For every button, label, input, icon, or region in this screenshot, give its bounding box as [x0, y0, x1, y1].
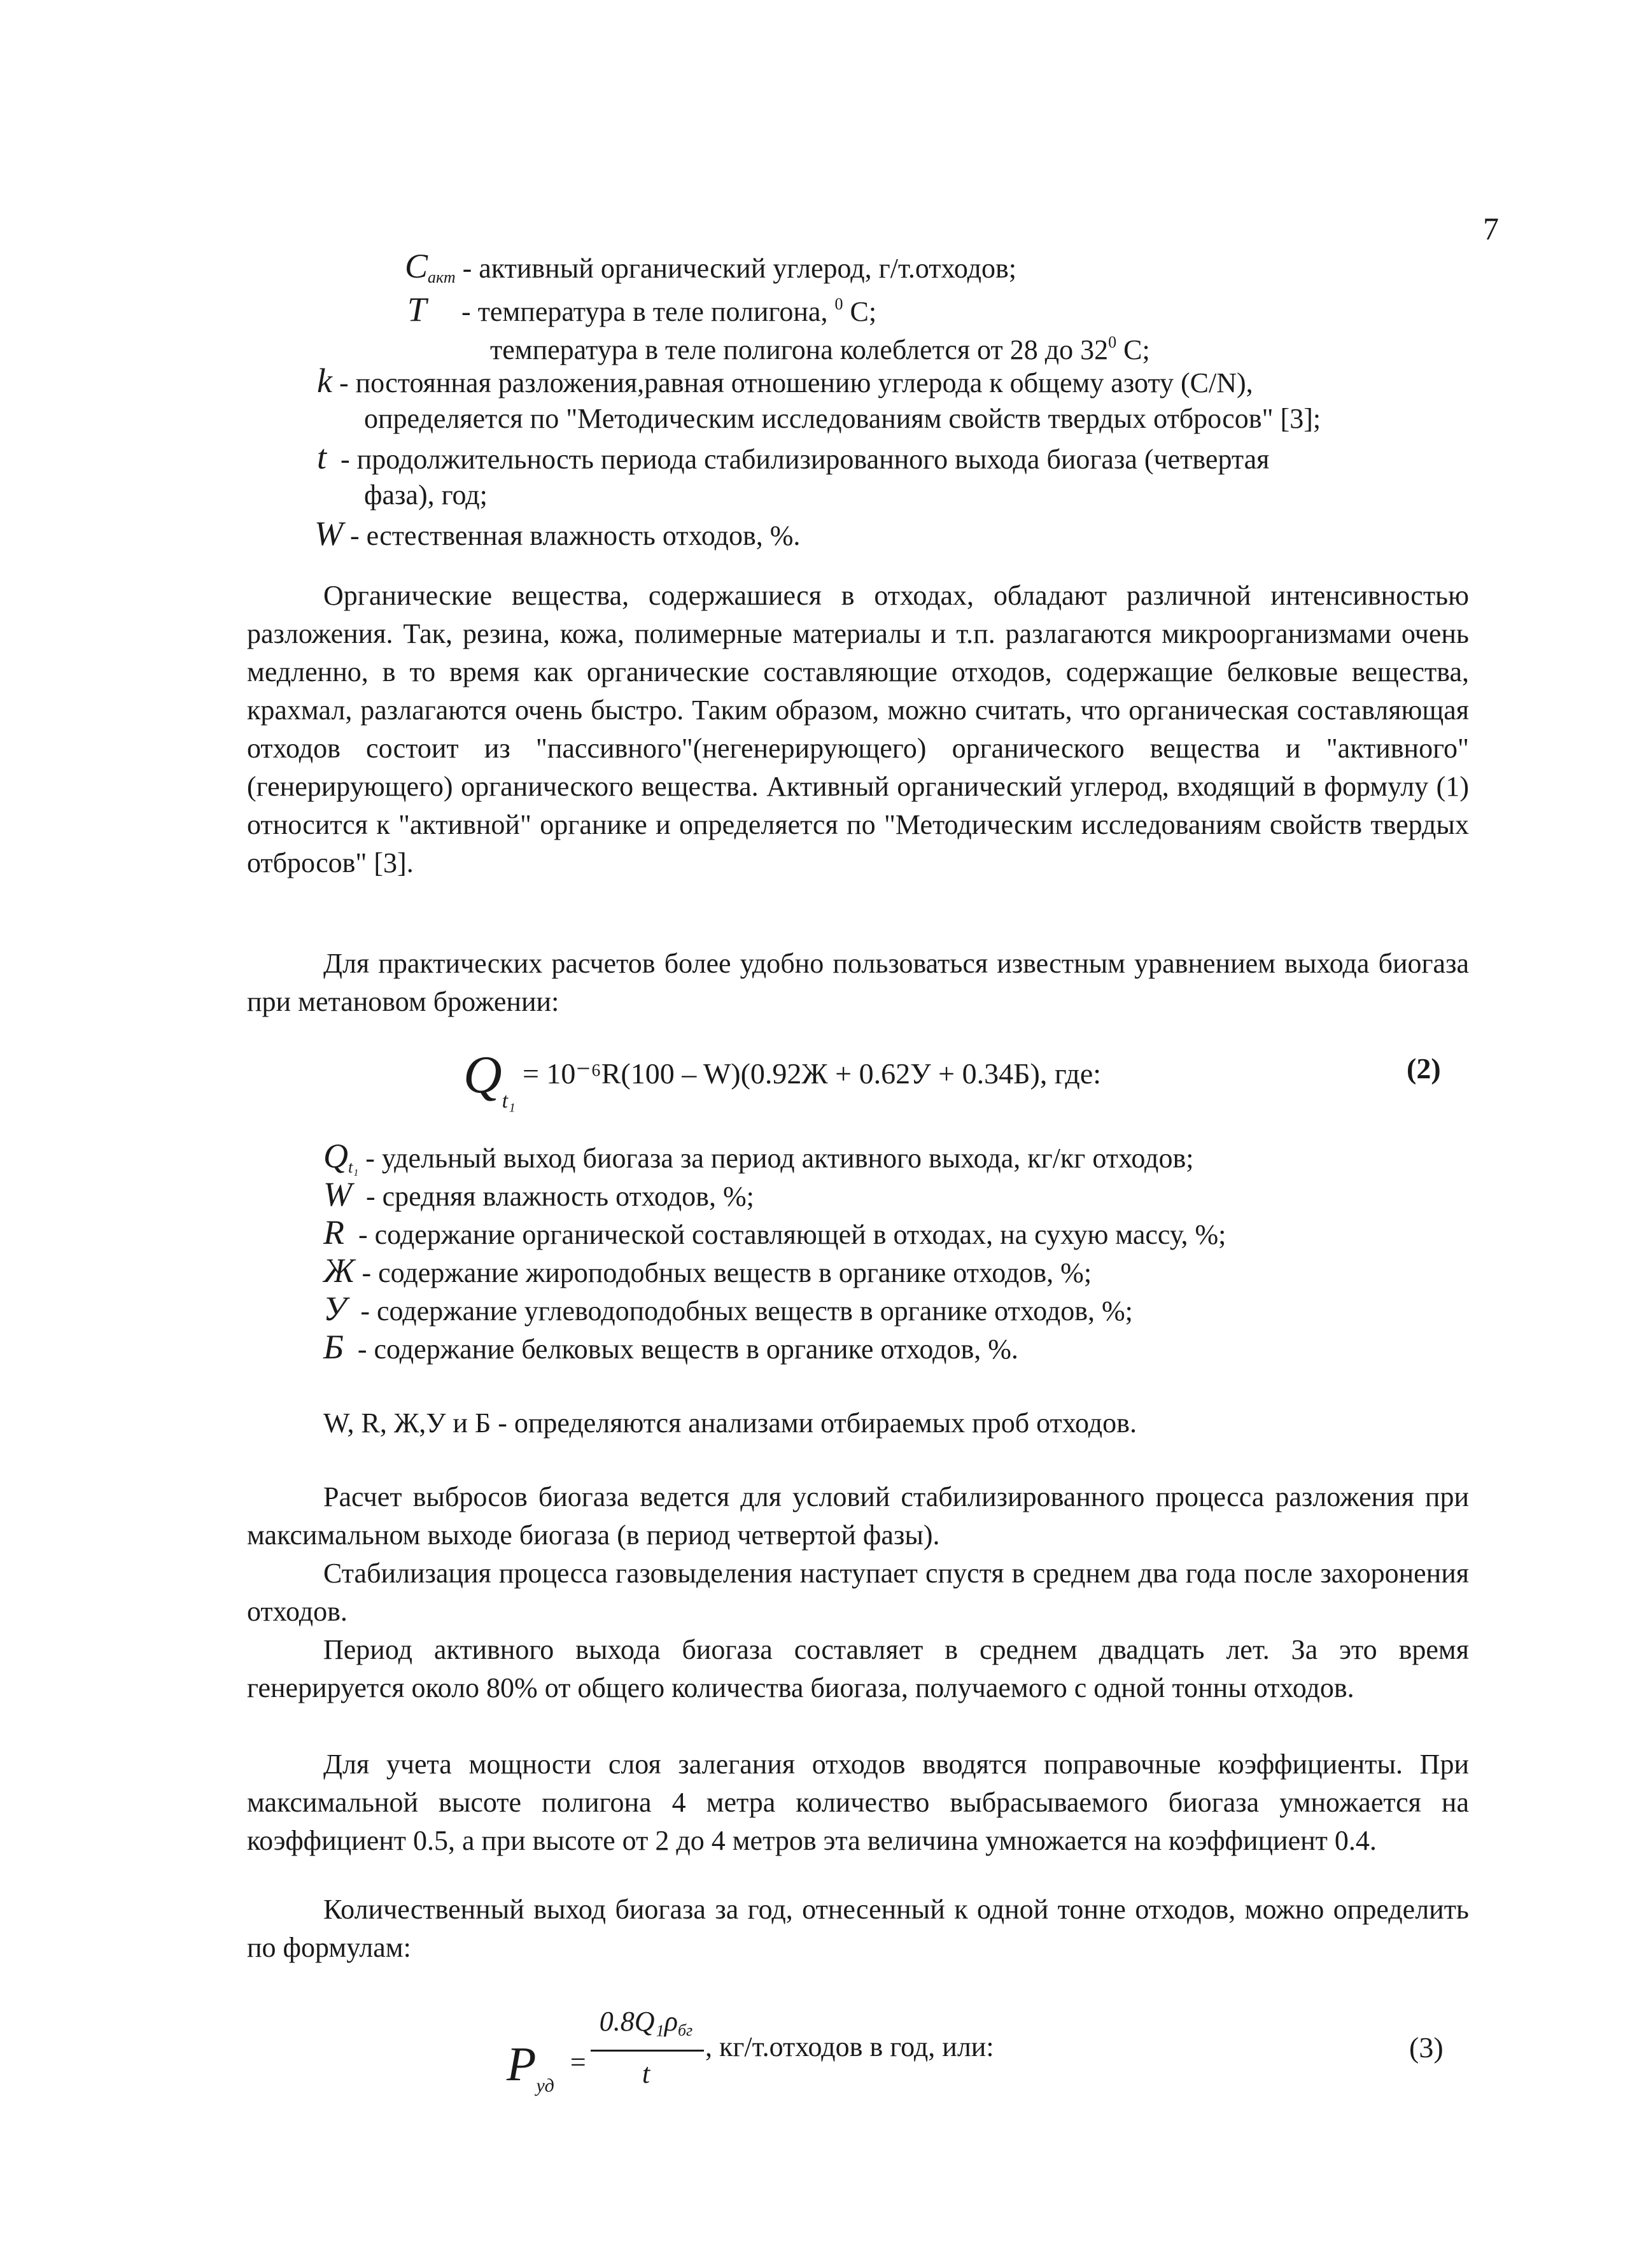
formula-3-tail: , кг/т.отходов в год, или: [705, 2031, 994, 2062]
definition-after: С; [843, 296, 877, 327]
def-w [314, 514, 800, 555]
definition-text: - содержание белковых веществ в органике отходов, %. [343, 1334, 1018, 1365]
fraction-line [591, 2050, 704, 2052]
def-k-cont [364, 400, 1321, 438]
definition-text: температура в теле полигона колеблется от 28 до 32 [490, 334, 1109, 365]
definition-text: фаза), год; [364, 479, 488, 511]
paragraph-organic: Органические вещества, содержашиеся в отходах, обладают различной интенсивностью разложения. Так, резина, кожа, полимерные материалы и т.п. разлагаются микроорганизмами очень медленно, в то время как органические составляющие отходов, содержащие белковые вещества, крахмал, разлагаются очень быстро. Таким образом, можно считать, что органическая составляющая отходов состоит из "пассивного"(негенерирующего) органического вещества и "активного"(генерирующего) органического вещества. Активный органический углерод, входящий в формулу (1) относится к "активной" органике и определяется по "Методическим исследованиям свойств твердых отбросов" [3]. [247, 580, 1469, 878]
formula-2 [463, 1044, 1101, 1113]
note-analysis: W, R, Ж,У и Б - определяются анализами отбираемых проб отходов. [323, 1407, 1137, 1439]
definition-text: - естественная влажность отходов, %. [342, 520, 801, 551]
symbol: Q [323, 1137, 348, 1175]
def2-w [323, 1175, 754, 1216]
symbol: У [323, 1290, 347, 1328]
symbol: t [317, 438, 327, 476]
definition-text: - удельный выход биогаза за период активного выхода, кг/кг отходов; [358, 1143, 1194, 1174]
paragraph-active-period: Период активного выхода биогаза составляет в среднем двадцать лет. За это время генерируется около 80% от общего количества биогаза, получаемого с одной тонны отходов. [247, 1634, 1469, 1703]
formula-lhs-sub: t₁ [502, 1089, 516, 1113]
definition-text: - продолжительность периода стабилизированного выхода биогаза (четвертая [327, 444, 1270, 475]
formula-equals: = [570, 2046, 586, 2078]
definition-text: - средняя влажность отходов, %; [351, 1181, 754, 1212]
subscript: акт [428, 268, 456, 286]
definition-text: - температура в теле полигона, [426, 296, 835, 327]
def2-r [323, 1213, 1226, 1254]
def-t-cont [364, 476, 488, 514]
paragraph-practical: Для практических расчетов более удобно пользоваться известным уравнением выхода биогаза при метановом брожении: [247, 948, 1469, 1017]
definition-text: - постоянная разложения,равная отношению углерода к общему азоту (C/N), [332, 367, 1253, 398]
numerator-text: 0.8Q₁ρ [599, 2006, 678, 2037]
page-number: 7 [1483, 211, 1499, 246]
def2-b [323, 1328, 1018, 1369]
paragraph-coefficients: Для учета мощности слоя залегания отходов вводятся поправочные коэффициенты. При максимальной высоте полигона 4 метра количество выбрасываемого биогаза умножается на коэффициент 0.5, а при высоте от 2 до 4 метров эта величина умножается на коэффициент 0.4. [247, 1749, 1469, 1856]
symbol: Б [323, 1328, 344, 1366]
def2-u [323, 1290, 1133, 1330]
formula-rhs: = 10⁻⁶R(100 – W)(0.92Ж + 0.62У + 0.34Б), где: [522, 1057, 1102, 1090]
equation-number-3: (3) [1409, 2031, 1444, 2064]
superscript: 0 [834, 295, 843, 313]
symbol: T [407, 290, 427, 328]
definition-text: - активный органический углерод, г/т.отходов; [455, 253, 1016, 284]
formula-3-denominator: t [642, 2058, 650, 2089]
symbol: k [317, 362, 332, 400]
def2-zh [323, 1251, 1092, 1292]
definition-text: - содержание органической составляющей в отходах, на сухую массу, %; [344, 1219, 1226, 1250]
subscript: t₁ [348, 1158, 359, 1176]
formula-lhs: Q [463, 1045, 502, 1104]
paragraph-stabilization: Стабилизация процесса газовыделения наступает спустя в среднем два года после захоронения отходов. [247, 1558, 1469, 1627]
formula-lhs-sub: уд [536, 2075, 554, 2096]
definition-text: - содержание углеводоподобных веществ в органике отходов, %; [346, 1295, 1133, 1327]
formula-3-lhs [507, 2037, 586, 2097]
def-k [317, 362, 1253, 402]
symbol: W [314, 514, 343, 553]
numerator-sub: бг [677, 2021, 693, 2039]
definition-text: определяется по "Методическим исследованиям свойств твердых отбросов" [3]; [364, 403, 1321, 434]
symbol: W [323, 1175, 352, 1213]
paragraph-calculation: Расчет выбросов биогаза ведется для условий стабилизированного процесса разложения при максимальном выходе биогаза (в период четвертой фазы). [247, 1481, 1469, 1551]
paragraph-yearly-yield: Количественный выход биогаза за год, отнесенный к одной тонне отходов, можно определить по формулам: [247, 1894, 1469, 1963]
symbol: R [323, 1213, 344, 1251]
definition-text: - содержание жироподобных веществ в органике отходов, %; [355, 1257, 1092, 1288]
def-t-period [317, 438, 1269, 479]
symbol: C [405, 247, 428, 285]
equation-number-2: (2) [1407, 1052, 1441, 1085]
formula-lhs: P [507, 2038, 537, 2091]
superscript: 0 [1108, 333, 1117, 351]
formula-3-numerator [592, 2005, 700, 2040]
definition-after: С; [1116, 334, 1150, 365]
symbol: Ж [323, 1251, 355, 1290]
